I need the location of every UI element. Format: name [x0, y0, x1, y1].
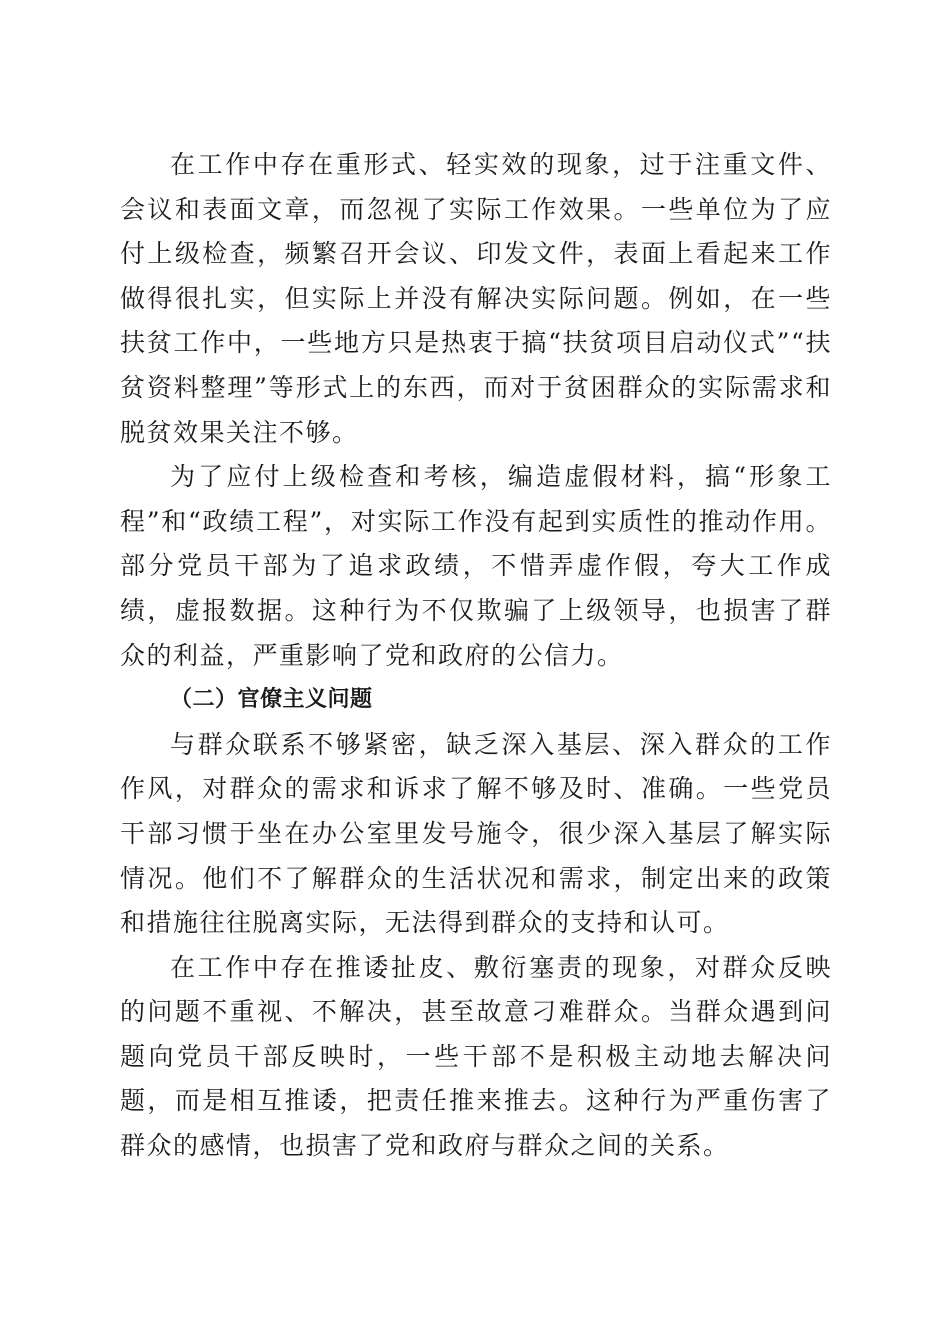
paragraph-bureaucratism-1: 与群众联系不够紧密，缺乏深入基层、深入群众的工作作风，对群众的需求和诉求了解不够及时、准确。一些党员干部习惯于坐在办公室里发号施令，很少深入基层了解实际情况。他们不了解群众的生活状况和需求，制定出来的政策和措施往往脱离实际，无法得到群众的支持和认可。 — [120, 729, 832, 938]
paragraph-formalism-2: 为了应付上级检查和考核，编造虚假材料，搞“形象工程”和“政绩工程”，对实际工作没有起到实质性的推动作用。部分党员干部为了追求政绩，不惜弄虚作假，夸大工作成绩，虚报数据。这种行为不仅欺骗了上级领导，也损害了群众的利益，严重影响了党和政府的公信力。 — [120, 462, 832, 670]
document-body — [120, 143, 832, 1169]
paragraph-bureaucratism-2: 在工作中存在推诿扯皮、敷衍塞责的现象，对群众反映的问题不重视、不解决，甚至故意刁难群众。当群众遇到问题向党员干部反映时，一些干部不是积极主动地去解决问题，而是相互推诿，把责任推来推去。这种行为严重伤害了群众的感情，也损害了党和政府与群众之间的关系。 — [120, 952, 832, 1161]
paragraph-formalism-1: 在工作中存在重形式、轻实效的现象，过于注重文件、会议和表面文章，而忽视了实际工作效果。一些单位为了应付上级检查，频繁召开会议、印发文件，表面上看起来工作做得很扎实，但实际上并没有解决实际问题。例如，在一些扶贫工作中，一些地方只是热衷于搞“扶贫项目启动仪式”“扶贫资料整理”等形式上的东西，而对于贫困群众的实际需求和脱贫效果关注不够。 — [120, 150, 832, 447]
section-heading-bureaucratism: （二）官僚主义问题 — [170, 687, 373, 713]
